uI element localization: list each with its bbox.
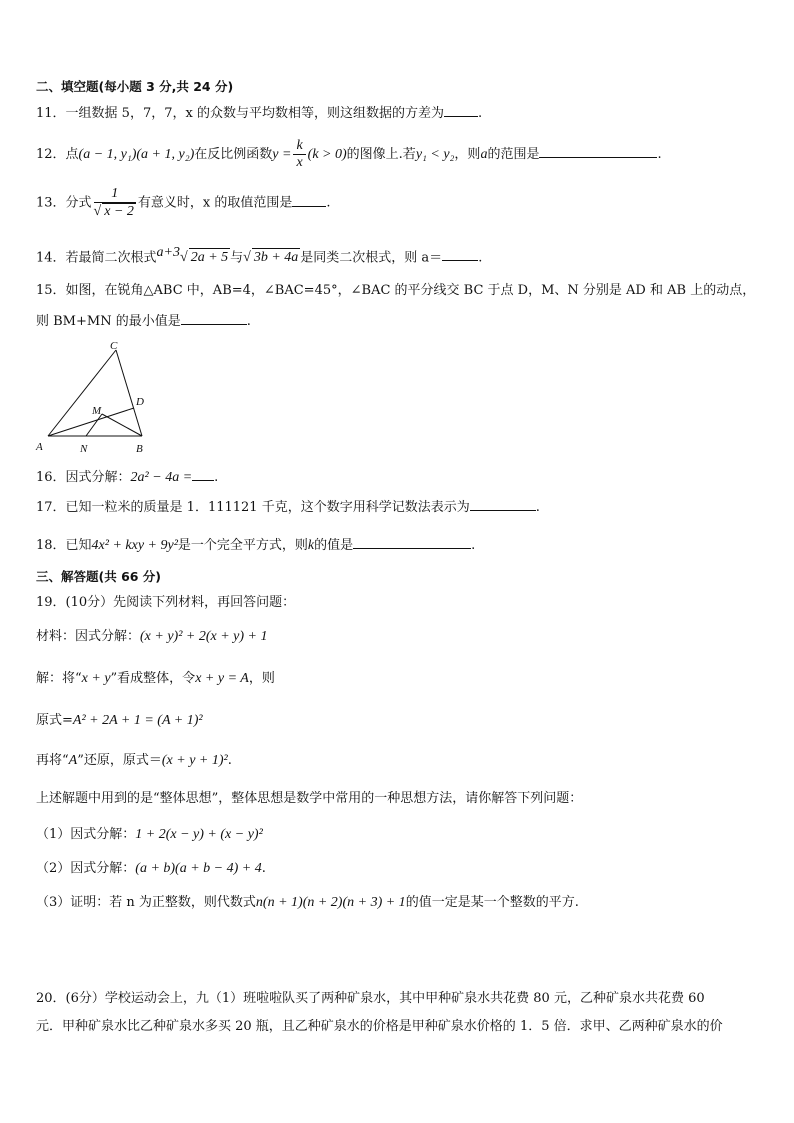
question-11: 11．一组数据 5，7，7，x 的众数与平均数相等，则这组数据的方差为 . xyxy=(36,106,483,121)
segment-ad xyxy=(48,408,134,436)
section-title-fill-in: 二、填空题(每小题 3 分,共 24 分) xyxy=(36,79,234,94)
label-a: A xyxy=(36,441,43,453)
question-19-solution: 解：将“x + y”看成整体，令x + y = A，则 xyxy=(36,671,275,686)
question-19-summary: 上述解题中用到的是“整体思想”，整体思想是数学中常用的一种思想方法，请你解答下列问题： xyxy=(36,791,583,806)
question-20-line-2: 元．甲种矿泉水比乙种矿泉水多买 20 瓶，且乙种矿泉水的价格是甲种矿泉水价格的 1．5 倍．求甲、乙两种矿泉水的价 xyxy=(36,1019,723,1034)
question-17: 17．已知一粒米的质量是 1．111121 千克，这个数字用科学记数法表示为 . xyxy=(36,500,540,515)
answer-blank-15 xyxy=(181,312,247,325)
question-19-material: 材料：因式分解：(x + y)² + 2(x + y) + 1 xyxy=(36,629,268,644)
question-19-restore: 再将“A”还原，原式＝(x + y + 1)². xyxy=(36,753,232,768)
fraction-1-over-sqrt: $\frac{1}{√ x - 2}$ xyxy=(93,186,134,219)
question-19-original: 原式=A² + 2A + 1 = (A + 1)² xyxy=(36,713,203,728)
question-13: 13．分式 $\frac{1}{√ x - 2}$ 有意义时，x 的取值范围是 . xyxy=(36,186,331,219)
segment-ac xyxy=(48,350,116,436)
answer-blank-12 xyxy=(539,145,657,158)
label-b: B xyxy=(136,443,143,455)
question-18: 18．已知4x² + kxy + 9y²是一个完全平方式，则k的值是 . xyxy=(36,538,476,553)
section-title-solve: 三、解答题(共 66 分) xyxy=(36,569,162,584)
answer-blank-18 xyxy=(353,536,471,549)
question-15-line-2: 则 BM+MN 的最小值是 . xyxy=(36,314,251,329)
question-19-part-3: （3）证明：若 n 为正整数，则代数式n(n + 1)(n + 2)(n + 3) + 1的值一定是某一个整数的平方. xyxy=(36,895,579,910)
question-19-part-2: （2）因式分解：(a + b)(a + b − 4) + 4. xyxy=(36,861,266,876)
question-12: 12．点(a − 1, y₁)(a + 1, y₂)在反比例函数y = $\frac{k}{x}$ (k > 0)的图像上.若y₁ < y₂，则a的范围是 . xyxy=(36,138,662,170)
segment-cb xyxy=(116,350,142,436)
answer-blank-14 xyxy=(442,248,478,261)
answer-blank-11 xyxy=(444,104,478,117)
question-19-head: 19．(10分）先阅读下列材料，再回答问题： xyxy=(36,595,296,610)
answer-blank-16 xyxy=(192,468,214,481)
label-c: C xyxy=(110,340,118,352)
fraction-k-over-x: $\frac{k}{x}$ xyxy=(293,138,305,171)
answer-blank-13 xyxy=(292,194,326,207)
label-d: D xyxy=(136,396,144,408)
question-19-part-1: （1）因式分解：1 + 2(x − y) + (x − y)² xyxy=(36,827,263,842)
question-14: 14．若最简二次根式$^{a+3}$√ 2a + 5 与√ 3b + 4a 是同类二次根式，则 a＝ . xyxy=(36,245,483,266)
label-m: M xyxy=(92,405,102,417)
triangle-abc-figure xyxy=(32,338,162,458)
question-15-line-1: 15．如图，在锐角△ABC 中，AB=4，∠BAC=45°，∠BAC 的平分线交 BC 于点 D，M、N 分别是 AD 和 AB 上的动点， xyxy=(36,283,756,298)
question-20-line-1: 20．(6分）学校运动会上，九（1）班啦啦队买了两种矿泉水，其中甲种矿泉水共花费 80 元，乙种矿泉水共花费 60 xyxy=(36,991,705,1006)
label-n: N xyxy=(80,443,88,455)
question-16: 16．因式分解：2a² − 4a = . xyxy=(36,470,219,485)
answer-blank-17 xyxy=(470,498,536,511)
segment-mn xyxy=(86,414,102,436)
